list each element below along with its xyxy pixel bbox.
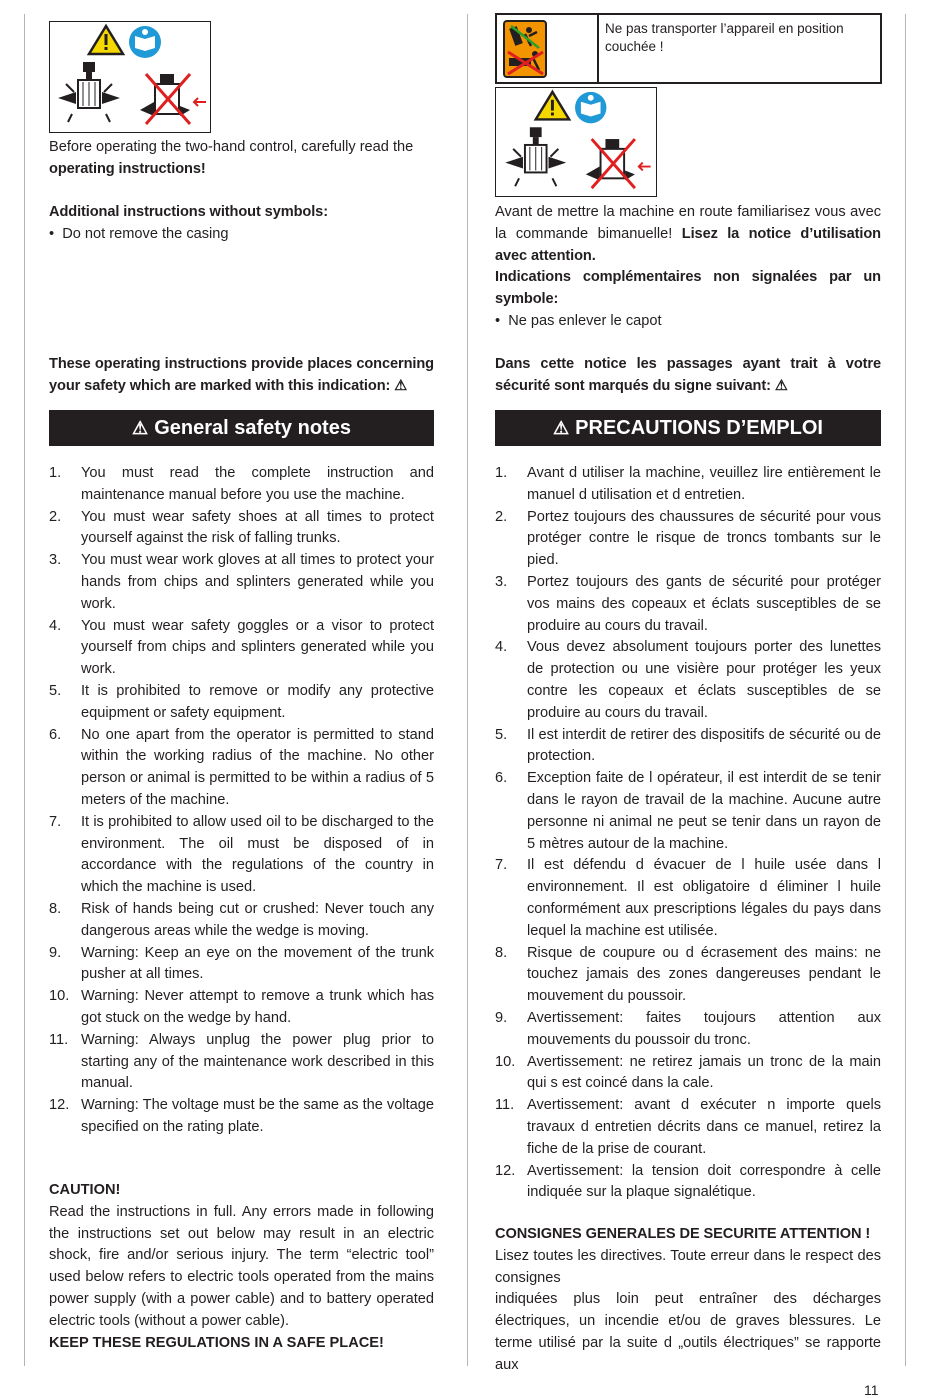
- list-item: [49, 899, 434, 943]
- transport-warning-box: [495, 13, 882, 84]
- right-additional-item: Ne pas enlever le capot: [508, 312, 662, 329]
- list-item: [495, 768, 881, 855]
- bullet: •: [49, 225, 55, 242]
- two-hand-control-pictogram-right: [495, 87, 657, 197]
- caution-heading: CAUTION!: [49, 1182, 121, 1198]
- list-item-text: Avertissement: faites toujours attention aux mouvements du poussoir du tronc.: [527, 1009, 881, 1048]
- list-item-text: Warning: Keep an eye on the movement of the trunk pusher at all times.: [81, 944, 434, 983]
- list-item-text: Avertissement: ne retirez jamais un tronc de la main qui s est coincé dans la cale.: [527, 1053, 881, 1092]
- list-item-text: No one apart from the operator is permitted to stand within the working radius of the machine. No other person or animal is permitted to be within a radius of 5 meters of the machine.: [81, 726, 434, 808]
- list-item-text: It is prohibited to remove or modify any protective equipment or safety equipment.: [81, 682, 434, 721]
- list-item-number: 11.: [495, 1097, 515, 1114]
- list-item-text: Avertissement: avant d exécuter n importe quels travaux d entretien décrits dans ce manuel, retirez la fiche de la prise de courant.: [527, 1097, 881, 1157]
- list-item-number: 10.: [49, 988, 70, 1005]
- left-intro-text: Before operating the two-hand control, carefully read the: [49, 139, 414, 155]
- list-item-number: 3.: [495, 573, 508, 590]
- list-item-text: Portez toujours des chaussures de sécurité pour vous protéger contre le risque de troncs tombants sur le pied.: [527, 508, 881, 569]
- list-item: [49, 943, 434, 987]
- left-additional: [49, 202, 434, 246]
- list-item-number: 4.: [49, 617, 62, 634]
- center-rule: [467, 14, 468, 1366]
- list-item: [495, 1095, 881, 1160]
- list-item-text: You must wear work gloves at all times to protect your hands from chips and splinters generated while you work.: [81, 552, 434, 612]
- list-item: [49, 681, 434, 725]
- list-item-text: You must read the complete instruction and maintenance manual before you use the machine.: [81, 465, 434, 503]
- list-item: [49, 986, 434, 1030]
- bullet: •: [495, 312, 501, 329]
- list-item: [495, 1161, 881, 1205]
- list-item-number: 2.: [495, 508, 508, 525]
- warning-triangle-icon: ⚠: [394, 377, 408, 394]
- list-item-number: 9.: [495, 1009, 508, 1026]
- page-number: 11: [864, 1382, 879, 1398]
- left-additional-item: Do not remove the casing: [62, 225, 229, 242]
- left-banner-title: General safety notes: [154, 417, 351, 439]
- warning-triangle-icon: ⚠: [774, 377, 788, 394]
- left-intro: [49, 137, 434, 181]
- list-item: [495, 637, 881, 724]
- consignes-text-2: indiquées plus loin peut entraîner des décharges électriques, un incendie et/ou de graves blessures. Le terme utilisé par la suite d „outils électriques” se rapporte aux: [495, 1291, 881, 1373]
- consignes-heading: CONSIGNES GENERALES DE SECURITE ATTENTION !: [495, 1226, 871, 1242]
- right-intro-text: Avant de mettre la machine en route familiarisez vous avec la commande bimanuelle!: [495, 204, 881, 242]
- list-item: [495, 1008, 881, 1052]
- list-item-text: Vous devez absolument toujours porter des lunettes de protection ou une visière pour protéger les yeux contre les copeaux et éclats susceptibles de se produire au cours du travail.: [527, 639, 881, 721]
- list-item-number: 7.: [495, 857, 508, 874]
- list-item-text: You must wear safety goggles or a visor to protect yourself from chips and splinters generated while you work.: [81, 617, 434, 678]
- list-item: [49, 550, 434, 615]
- transport-sign-cell: [497, 15, 599, 82]
- caution-bold: KEEP THESE REGULATIONS IN A SAFE PLACE!: [49, 1334, 384, 1351]
- list-item-number: 6.: [49, 726, 62, 743]
- list-item: [495, 507, 881, 572]
- list-item-text: Portez toujours des gants de sécurité pour protéger vos mains des copeaux et éclats susceptibles de se produire au cours du travail.: [527, 573, 881, 634]
- left-margin-rule: [24, 14, 25, 1366]
- right-section-banner: [495, 410, 881, 446]
- warning-triangle-icon: ⚠: [553, 418, 570, 438]
- no-lying-transport-icon: [503, 20, 547, 78]
- list-item-text: Warning: The voltage must be the same as the voltage specified on the rating plate.: [81, 1097, 434, 1135]
- list-item: [495, 855, 881, 942]
- list-item: [49, 507, 434, 551]
- two-hand-control-illustration: [50, 22, 210, 132]
- right-additional-heading: Indications complémentaires non signalées par un symbole:: [495, 269, 881, 308]
- right-intro: [495, 202, 881, 333]
- list-item-number: 9.: [49, 944, 62, 961]
- left-section-banner: [49, 410, 434, 446]
- list-item-text: Risk of hands being cut or crushed: Never touch any dangerous areas while the wedge is moving.: [81, 900, 434, 939]
- right-places-note: [495, 354, 881, 398]
- list-item: [495, 1052, 881, 1096]
- caution-text: Read the instructions in full. Any errors made in following the instructions set out below may result in an electric shock, fire and/or serious injury. The term “electric tool” used below refers to electric tools operated from the mains power supply (with a power cable) and to battery operated electric tools (without a power cable).: [49, 1203, 434, 1329]
- left-intro-bold: operating instructions!: [49, 160, 206, 177]
- list-item-text: Avertissement: la tension doit correspondre à celle indiquée sur la plaque signalétique.: [527, 1162, 881, 1201]
- two-hand-control-pictogram: [49, 21, 211, 133]
- list-item: [49, 725, 434, 812]
- list-item-text: Il est interdit de retirer des dispositifs de sécurité ou de protection.: [527, 726, 881, 765]
- list-item-text: Warning: Always unplug the power plug prior to starting any of the maintenance work described in this manual.: [81, 1031, 434, 1092]
- list-item: [49, 1030, 434, 1095]
- left-places-text: These operating instructions provide places concerning your safety which are marked with this indication:: [49, 356, 434, 394]
- list-item-number: 6.: [495, 770, 508, 787]
- list-item-text: Avant d utiliser la machine, veuillez lire entièrement le manuel d utilisation et d entretien.: [527, 465, 881, 503]
- list-item: [49, 1095, 434, 1139]
- list-item: [495, 725, 881, 769]
- list-item-number: 1.: [495, 465, 508, 481]
- list-item: [495, 463, 881, 507]
- right-places-text: Dans cette notice les passages ayant trait à votre sécurité sont marqués du signe suivant:: [495, 356, 881, 394]
- list-item-text: It is prohibited to allow used oil to be discharged to the environment. The oil must be disposed of in accordance with the regulations of the country in which the machine is used.: [81, 813, 434, 896]
- list-item: [495, 943, 881, 1008]
- consignes-text-1: Lisez toutes les directives. Toute erreur dans le respect des consignes: [495, 1247, 881, 1286]
- list-item: [49, 616, 434, 681]
- list-item-number: 10.: [495, 1053, 516, 1070]
- list-item: [49, 812, 434, 899]
- list-item: [495, 572, 881, 637]
- two-hand-control-illustration: [496, 88, 656, 196]
- list-item-number: 12.: [49, 1097, 70, 1114]
- list-item-text: Risque de coupure ou d écrasement des mains: ne touchez jamais des zones dangereuses pendant le mouvement du poussoir.: [527, 944, 881, 1005]
- list-item: [49, 463, 434, 507]
- transport-warning-text: Ne pas transporter l’appareil en position couchée !: [605, 21, 844, 54]
- right-consignes: [495, 1224, 881, 1377]
- list-item-text: Warning: Never attempt to remove a trunk which has got stuck on the wedge by hand.: [81, 988, 434, 1026]
- right-margin-rule: [905, 14, 906, 1366]
- left-places-note: [49, 354, 434, 398]
- list-item-text: Exception faite de l opérateur, il est interdit de se tenir dans le rayon de travail de la machine. Aucune autre personne ni animal ne peut se tenir dans un rayon de 5 mètres autour de la machine.: [527, 770, 881, 852]
- left-caution: [49, 1180, 434, 1354]
- right-banner-title: PRECAUTIONS D’EMPLOI: [575, 417, 823, 439]
- right-safety-list: [495, 463, 881, 1204]
- list-item-number: 1.: [49, 465, 62, 481]
- list-item-number: 7.: [49, 813, 62, 830]
- right-intro-bold: Lisez la notice d’utilisation avec attention.: [495, 225, 881, 264]
- left-additional-heading: Additional instructions without symbols:: [49, 204, 328, 220]
- list-item-text: You must wear safety shoes at all times to protect yourself against the risk of falling trunks.: [81, 508, 434, 547]
- left-safety-list: [49, 463, 434, 1139]
- list-item-number: 3.: [49, 552, 62, 569]
- list-item-number: 4.: [495, 639, 508, 656]
- list-item-number: 8.: [49, 900, 62, 917]
- list-item-number: 5.: [495, 726, 508, 743]
- list-item-number: 12.: [495, 1162, 516, 1179]
- list-item-number: 5.: [49, 682, 62, 699]
- list-item-number: 8.: [495, 944, 508, 961]
- list-item-text: Il est défendu d évacuer de l huile usée dans l environnement. Il est obligatoire d éliminer l huile conformément aux prescriptions légales du pays dans lequel la machine est utilisée.: [527, 857, 881, 939]
- warning-triangle-icon: ⚠: [132, 418, 149, 438]
- list-item-number: 11.: [49, 1031, 69, 1048]
- list-item-number: 2.: [49, 508, 62, 525]
